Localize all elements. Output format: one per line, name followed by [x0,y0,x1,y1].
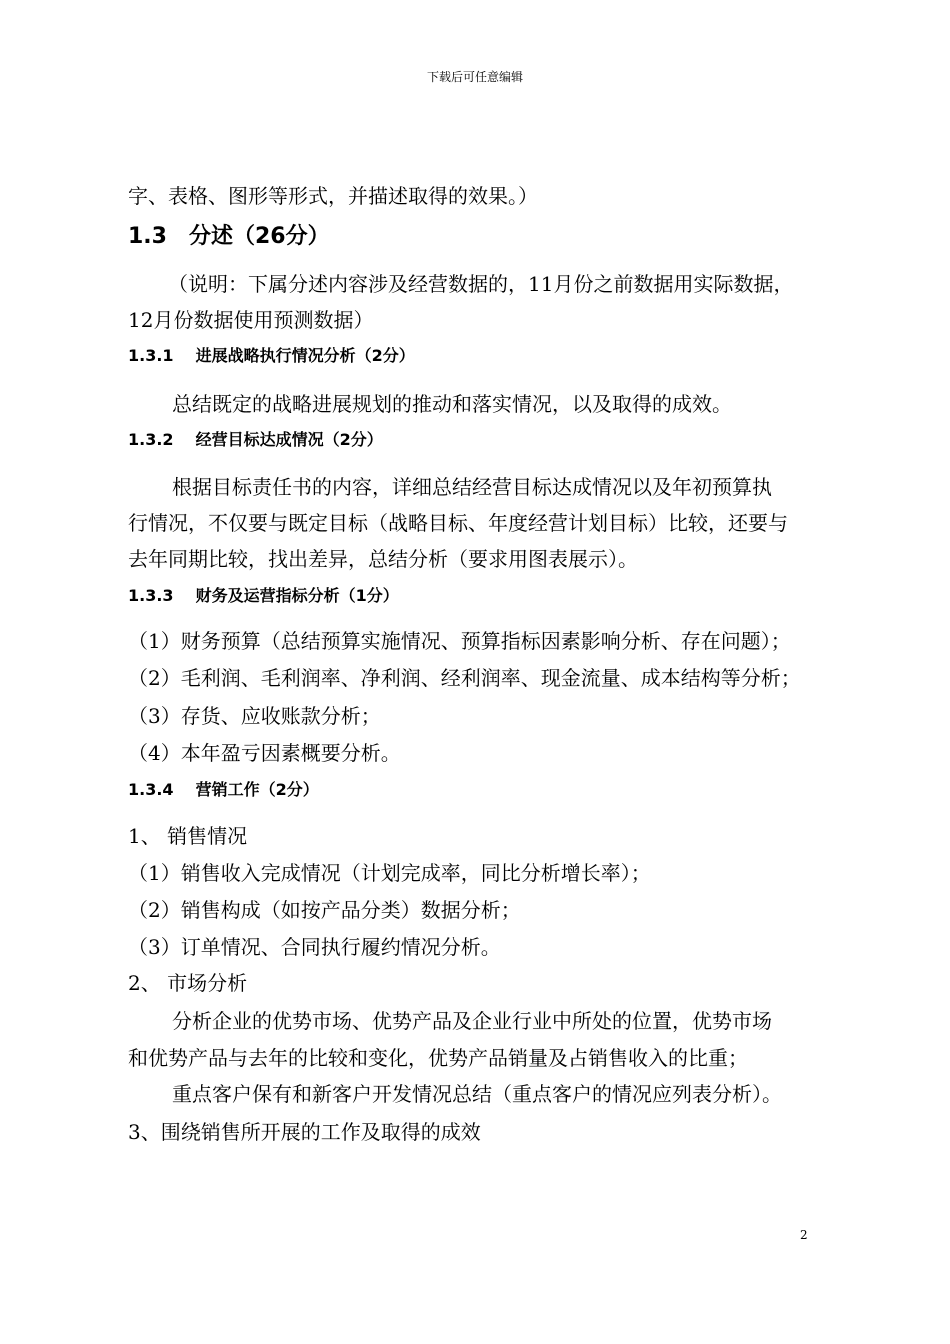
subsection-heading-1-3-2 [128,428,383,452]
subsection-number: 1.3.4 [128,780,174,799]
page-header: 下载后可任意编辑 [426,70,523,84]
note-line-2: 12月份数据使用预测数据） [128,308,374,332]
s133-item: （4）本年盈亏因素概要分析。 [128,741,401,765]
subsection-heading-1-3-3 [128,584,399,608]
sales-item: （1）销售收入完成情况（计划完成率，同比分析增长率）； [128,861,651,885]
section-title: 分述（26分） [188,224,330,249]
s132-body-line-2: 行情况，不仅要与既定目标（战略目标、年度经营计划目标）比较，还要与 [128,511,788,535]
market-body-line-3: 重点客户保有和新客户开发情况总结（重点客户的情况应列表分析）。 [172,1082,782,1106]
subsection-heading-1-3-4 [128,778,319,802]
subsection-number: 1.3.1 [128,346,174,365]
s133-item: （3）存货、应收账款分析； [128,704,381,728]
subsection-title: 财务及运营指标分析（1分） [195,586,399,605]
note-line-1: （说明：下属分述内容涉及经营数据的，11月份之前数据用实际数据， [168,272,794,296]
s133-item: （1）财务预算（总结预算实施情况、预算指标因素影响分析、存在问题）； [128,629,791,653]
sales-item: （3）订单情况、合同执行履约情况分析。 [128,935,501,959]
subsection-title: 营销工作（2分） [195,780,319,799]
s131-body: 总结既定的战略进展规划的推动和落实情况，以及取得的成效。 [172,392,732,416]
section-number: 1.3 [128,224,167,249]
subsection-number: 1.3.2 [128,430,174,449]
intro-tail-text: 字、表格、图形等形式，并描述取得的效果。） [128,184,538,208]
s132-body-line-3: 去年同期比较，找出差异，总结分析（要求用图表展示）。 [128,547,638,571]
market-heading: 2、 市场分析 [128,971,248,995]
subsection-title: 进展战略执行情况分析（2分） [195,346,415,365]
subsection-title: 经营目标达成情况（2分） [195,430,383,449]
subsection-number: 1.3.3 [128,586,174,605]
item-3-text: 3、围绕销售所开展的工作及取得的成效 [128,1120,481,1144]
market-body-line-1: 分析企业的优势市场、优势产品及企业行业中所处的位置，优势市场 [172,1009,772,1033]
sales-heading: 1、 销售情况 [128,824,248,848]
page-number: 2 [800,1228,808,1242]
subsection-heading-1-3-1 [128,344,415,368]
s133-item: （2）毛利润、毛利润率、净利润、经利润率、现金流量、成本结构等分析； [128,666,801,690]
s132-body-line-1: 根据目标责任书的内容，详细总结经营目标达成情况以及年初预算执 [172,475,772,499]
market-body-line-2: 和优势产品与去年的比较和变化，优势产品销量及占销售收入的比重； [128,1046,748,1070]
section-heading-1-3 [128,222,330,252]
sales-item: （2）销售构成（如按产品分类）数据分析； [128,898,521,922]
